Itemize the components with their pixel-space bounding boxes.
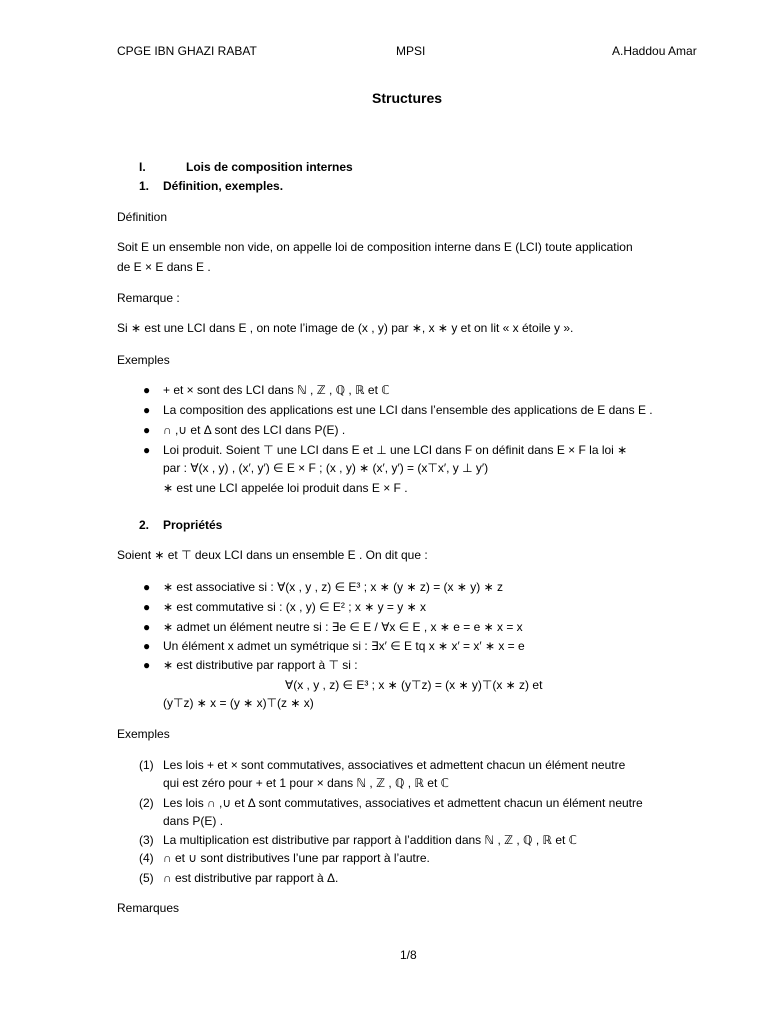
- exemples-label: Exemples: [117, 353, 170, 367]
- propriete-item: Un élément x admet un symétrique si : ∃x′ ∈ E tq x ∗ x′ = x′ ∗ x = e: [163, 639, 525, 653]
- exemple-text: Les lois + et × sont commutatives, associatives et admettent chacun un élément neutre: [163, 758, 626, 772]
- exemple-text: ∩ est distributive par rapport à Δ.: [163, 871, 339, 885]
- section-roman: I.: [139, 160, 146, 174]
- header-right: A.Haddou Amar: [612, 44, 697, 58]
- exemple-text: ∩ et ∪ sont distributives l’une par rapport à l’autre.: [163, 851, 430, 865]
- header-left: CPGE IBN GHAZI RABAT: [117, 44, 257, 58]
- exemple-item: ∩ ,∪ et Δ sont des LCI dans P(E) .: [163, 423, 346, 437]
- bullet-icon: ●: [143, 403, 151, 417]
- definition-line-2: de E × E dans E .: [117, 260, 211, 274]
- bullet-icon: ●: [143, 383, 151, 397]
- exemples-label: Exemples: [117, 727, 170, 741]
- exemple-item: + et × sont des LCI dans ℕ , ℤ , ℚ , ℝ et ℂ: [163, 383, 390, 397]
- bullet-icon: ●: [143, 423, 151, 437]
- exemple-item: Loi produit. Soient ⊤ une LCI dans E et ⊥ une LCI dans F on définit dans E × F la loi ∗: [163, 443, 628, 457]
- exemple-number: (2): [139, 796, 154, 810]
- propriete-item: ∗ admet un élément neutre si : ∃e ∈ E / ∀x ∈ E , x ∗ e = e ∗ x = x: [163, 620, 523, 634]
- bullet-icon: ●: [143, 600, 151, 614]
- exemple-number: (5): [139, 871, 154, 885]
- subsection-2-title: Propriétés: [163, 518, 223, 532]
- exemple-text: Les lois ∩ ,∪ et Δ sont commutatives, associatives et admettent chacun un élément neutre: [163, 796, 643, 810]
- exemple-text: La multiplication est distributive par rapport à l’addition dans ℕ , ℤ , ℚ , ℝ et ℂ: [163, 833, 578, 847]
- bullet-icon: ●: [143, 580, 151, 594]
- definition-line-1: Soit E un ensemble non vide, on appelle loi de composition interne dans E (LCI) toute application: [117, 240, 633, 254]
- propriete-item: ∗ est distributive par rapport à ⊤ si :: [163, 658, 358, 672]
- exemple-text: dans P(E) .: [163, 814, 224, 828]
- subsection-2-num: 2.: [139, 518, 150, 532]
- subsection-1-title: Définition, exemples.: [163, 179, 284, 193]
- proprietes-intro: Soient ∗ et ⊤ deux LCI dans un ensemble E . On dit que :: [117, 548, 428, 562]
- header-center: MPSI: [396, 44, 426, 58]
- section-title: Lois de composition internes: [186, 160, 353, 174]
- bullet-icon: ●: [143, 443, 151, 457]
- bullet-icon: ●: [143, 658, 151, 672]
- propriete-item: ∗ est commutative si : (x , y) ∈ E² ; x ∗ y = y ∗ x: [163, 600, 426, 614]
- definition-label: Définition: [117, 210, 168, 224]
- subsection-1-num: 1.: [139, 179, 150, 193]
- page-number: 1/8: [400, 948, 417, 962]
- page-title: Structures: [372, 90, 443, 106]
- exemple-text: qui est zéro pour + et 1 pour × dans ℕ , ℤ , ℚ , ℝ et ℂ: [163, 776, 450, 790]
- exemple-number: (1): [139, 758, 154, 772]
- bullet-icon: ●: [143, 620, 151, 634]
- propriete-formula: ∀(x , y , z) ∈ E³ ; x ∗ (y⊤z) = (x ∗ y)⊤(x ∗ z) et: [285, 678, 543, 692]
- remarques-label: Remarques: [117, 901, 180, 915]
- propriete-item: ∗ est associative si : ∀(x , y , z) ∈ E³ ; x ∗ (y ∗ z) = (x ∗ y) ∗ z: [163, 580, 503, 594]
- bullet-icon: ●: [143, 639, 151, 653]
- exemple-number: (4): [139, 851, 154, 865]
- remarque-label: Remarque :: [117, 291, 180, 305]
- exemple-item: La composition des applications est une LCI dans l’ensemble des applications de E dans E .: [163, 403, 653, 417]
- exemple-item-continued: par : ∀(x , y) , (x′, y′) ∈ E × F ; (x , y) ∗ (x′, y′) = (x⊤x′, y ⊥ y′): [163, 461, 489, 475]
- propriete-formula: (y⊤z) ∗ x = (y ∗ x)⊤(z ∗ x): [163, 696, 314, 710]
- exemple-number: (3): [139, 833, 154, 847]
- remarque-text: Si ∗ est une LCI dans E , on note l’image de (x , y) par ∗, x ∗ y et on lit « x étoile y ».: [117, 321, 574, 335]
- exemple-item-continued: ∗ est une LCI appelée loi produit dans E × F .: [163, 481, 408, 495]
